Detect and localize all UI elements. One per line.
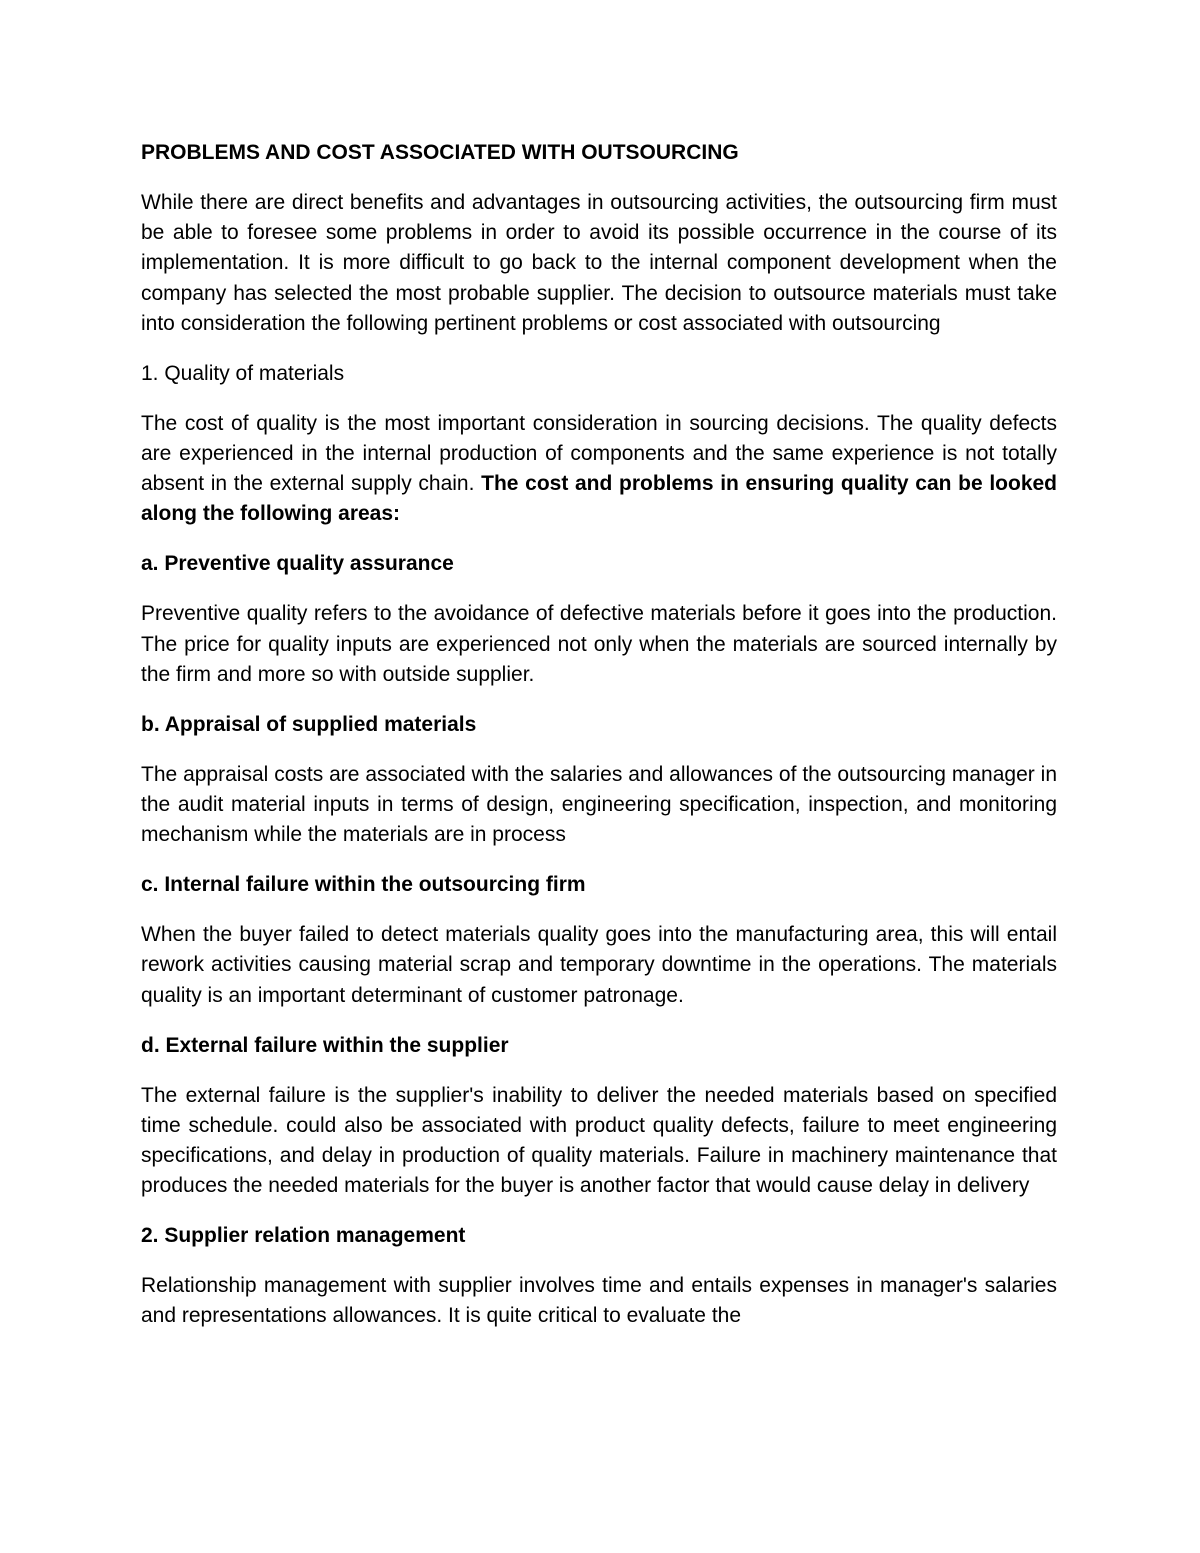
document-title: PROBLEMS AND COST ASSOCIATED WITH OUTSOURCING [141, 141, 739, 164]
intro-paragraph: While there are direct benefits and advantages in outsourcing activities, the outsourcing firm must be able to foresee some problems in order to avoid its possible occurrence in the course of its implementation. It is more difficult to go back to the internal component development when the company has selected the most probable supplier. The decision to outsource materials must take into consideration the following pertinent problems or cost associated with outsourcing [141, 191, 1057, 335]
subsection-d-paragraph: The external failure is the supplier's inability to deliver the needed materials based on specified time schedule. could also be associated with product quality defects, failure to meet engineering specifications, and delay in production of quality materials. Failure in machinery maintenance that produces the needed materials for the buyer is another factor that would cause delay in delivery [141, 1083, 1057, 1198]
subsection-c-paragraph: When the buyer failed to detect materials quality goes into the manufacturing area, this will entail rework activities causing material scrap and temporary downtime in the operations. The materials quality is an important determinant of customer patronage. [141, 923, 1057, 1007]
section-2-paragraph: Relationship management with supplier involves time and entails expenses in manager's salaries and representations allowances. It is quite critical to evaluate the [141, 1274, 1057, 1328]
section-1-paragraph [141, 409, 1057, 530]
section-1-body-bold: The cost and problems in ensuring quality can be looked along the following areas: [141, 472, 1057, 526]
document-page [141, 138, 1057, 1351]
subsection-b-heading: b. Appraisal of supplied materials [141, 712, 477, 736]
subsection-c-heading: c. Internal failure within the outsourcing firm [141, 873, 586, 897]
subsection-a-paragraph: Preventive quality refers to the avoidance of defective materials before it goes into the production. The price for quality inputs are experienced not only when the materials are sourced internally by the firm and more so with outside supplier. [141, 602, 1057, 686]
section-1-heading: 1. Quality of materials [141, 361, 345, 385]
subsection-b-paragraph: The appraisal costs are associated with the salaries and allowances of the outsourcing manager in the audit material inputs in terms of design, engineering specification, inspection, and monitoring mechanism while the materials are in process [141, 762, 1057, 847]
section-1-body: The cost of quality is the most important consideration in sourcing decisions. The quality defects are experienced in the internal production of components and the same experience is not totally absent in the external supply chain. [141, 411, 1057, 496]
subsection-d-heading: d. External failure within the supplier [141, 1033, 509, 1057]
subsection-a-heading: a. Preventive quality assurance [141, 552, 454, 576]
section-2-heading: 2. Supplier relation management [141, 1224, 466, 1248]
